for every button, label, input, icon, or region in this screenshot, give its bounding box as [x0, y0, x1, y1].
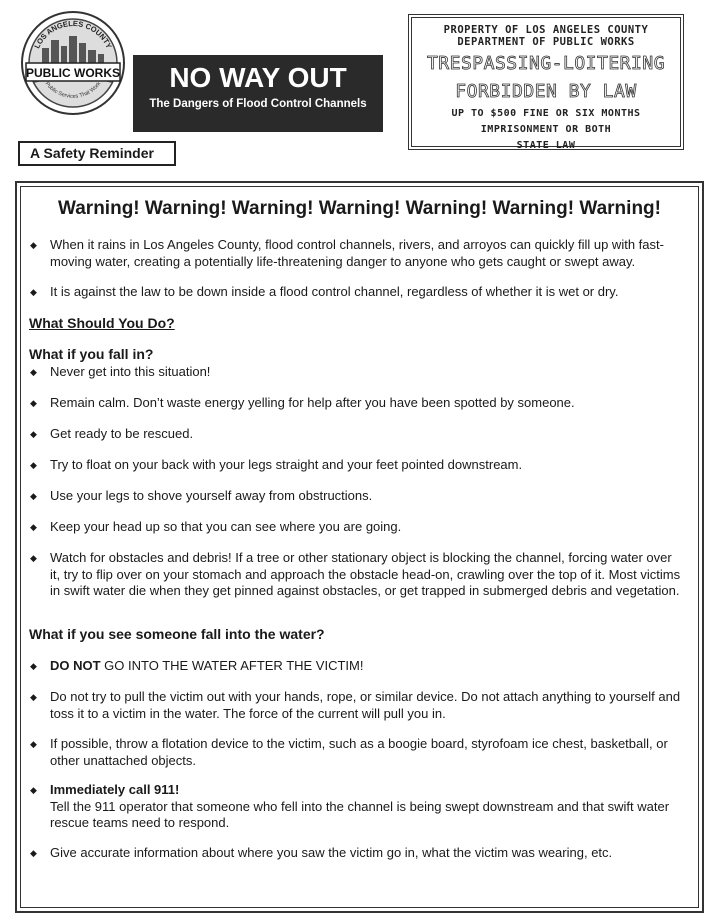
see-someone-item-5: Give accurate information about where you saw the victim go in, what the victim was wearing, etc. — [50, 845, 613, 860]
sign-line-7: STATE LAW — [516, 140, 576, 151]
logo-top-text: LOS ANGELES COUNTY — [32, 18, 114, 50]
banner-title: NO WAY OUT — [169, 62, 347, 93]
see-someone-item-2: Do not try to pull the victim out with your hands, rope, or similar device. Do not attach anything to yourself and toss it to a victim in the water. The force of the current will pull you in. — [50, 689, 681, 721]
fall-in-item: Keep your head up so that you can see where you are going. — [50, 519, 402, 534]
public-works-logo — [20, 10, 126, 116]
intro-paragraph-2: It is against the law to be down inside a flood control channel, regardless of whether it is wet or dry. — [50, 284, 619, 299]
see-someone-heading: What if you see someone fall into the water? — [29, 626, 325, 642]
trespassing-sign — [408, 14, 684, 150]
sign-line-6: IMPRISONMENT OR BOTH — [480, 124, 612, 135]
diamond-bullet-icon: ◆ — [30, 398, 37, 408]
fall-in-item: Never get into this situation! — [50, 364, 211, 379]
diamond-bullet-icon: ◆ — [30, 367, 37, 377]
diamond-bullet-icon: ◆ — [30, 287, 37, 297]
logo-bottom-text: Public Services That Work — [43, 81, 103, 100]
intro-paragraph-1: When it rains in Los Angeles County, flood control channels, rivers, and arroyos can quickly fill up with fast-moving water, creating a potentially life-threatening danger to anyone who gets caught or swept away. — [50, 237, 664, 269]
diamond-bullet-icon: ◆ — [30, 692, 37, 702]
diamond-bullet-icon: ◆ — [30, 460, 37, 470]
see-someone-item-1: DO NOT GO INTO THE WATER AFTER THE VICTIM! — [50, 658, 364, 673]
what-should-heading: What Should You Do? — [29, 315, 175, 331]
fall-in-item: Get ready to be rescued. — [50, 426, 194, 441]
diamond-bullet-icon: ◆ — [30, 240, 37, 250]
sign-line-2: DEPARTMENT OF PUBLIC WORKS — [457, 36, 635, 48]
safety-reminder-label: A Safety Reminder — [18, 141, 176, 166]
diamond-bullet-icon: ◆ — [30, 522, 37, 532]
diamond-bullet-icon: ◆ — [30, 785, 37, 795]
diamond-bullet-icon: ◆ — [30, 491, 37, 501]
fall-in-item: Use your legs to shove yourself away from obstructions. — [50, 488, 373, 503]
sign-line-4: FORBIDDEN BY LAW — [455, 81, 637, 102]
diamond-bullet-icon: ◆ — [30, 661, 37, 671]
diamond-bullet-icon: ◆ — [30, 848, 37, 858]
diamond-bullet-icon: ◆ — [30, 429, 37, 439]
sign-line-3: TRESPASSING-LOITERING — [426, 53, 666, 74]
sign-line-1: PROPERTY OF LOS ANGELES COUNTY — [443, 24, 649, 36]
see-someone-item-4: Immediately call 911! Tell the 911 operator that someone who fell into the channel is being swept downstream and that swift water rescue teams need to respond. — [50, 782, 670, 830]
warning-title: Warning! Warning! Warning! Warning! Warning! Warning! Warning! — [58, 198, 661, 219]
banner-subtitle: The Dangers of Flood Control Channels — [149, 98, 367, 110]
fall-in-item: Remain calm. Don’t waste energy yelling for help after you have been spotted by someone. — [50, 395, 575, 410]
fall-in-item: Watch for obstacles and debris! If a tree or other stationary object is blocking the channel, forcing water over it, try to flip over on your stomach and approach the obstacle head-on, crawling over the top of it. Most victims in swift water die when they get pinned against obstacles, or get trapped in submerged debris and vegetation. — [50, 550, 681, 598]
sign-line-5: UP TO $500 FINE OR SIX MONTHS — [451, 108, 641, 119]
see-someone-item-3: If possible, throw a flotation device to the victim, such as a boogie board, styrofoam ice chest, basketball, or other unattached objects. — [50, 736, 668, 768]
fall-in-heading: What if you fall in? — [29, 346, 154, 362]
title-banner — [133, 55, 383, 132]
diamond-bullet-icon: ◆ — [30, 739, 37, 749]
logo-label: PUBLIC WORKS — [26, 66, 120, 80]
fall-in-item: Try to float on your back with your legs straight and your feet pointed downstream. — [50, 457, 523, 472]
diamond-bullet-icon: ◆ — [30, 553, 37, 563]
